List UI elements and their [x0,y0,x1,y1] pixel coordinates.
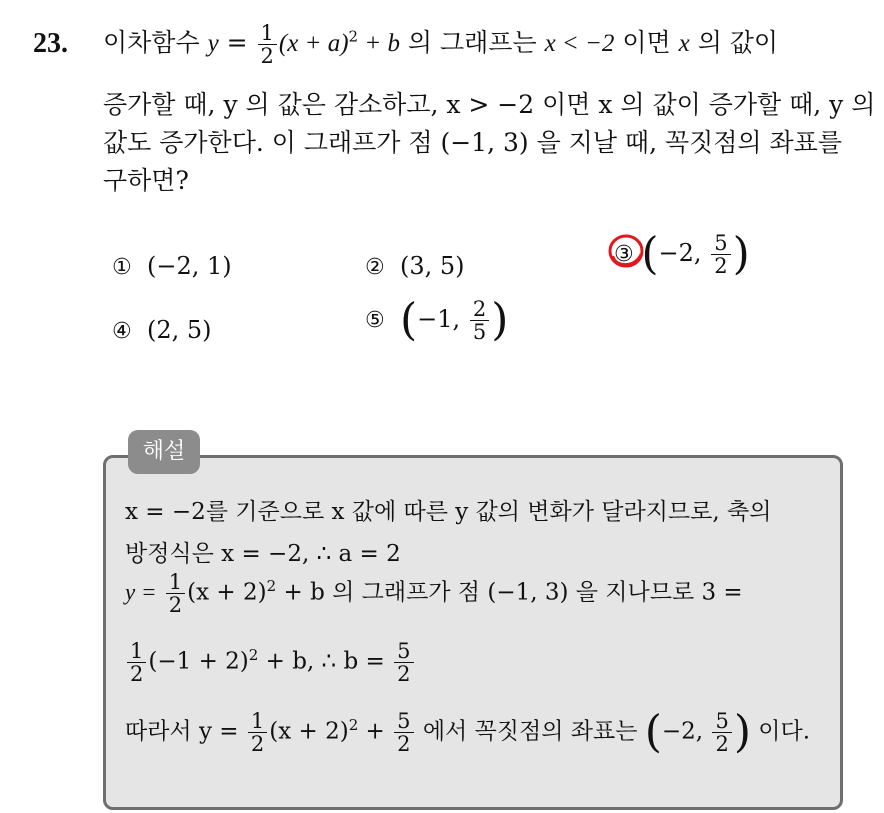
sol5-b: (x + 2) [269,718,349,745]
choice-5-pre: −1, [417,305,461,334]
sol4-num-a: 1 [127,640,146,663]
line1-last: 의 값이 [697,28,779,58]
solution-line-3 [125,571,743,616]
sol4-exp: 2 [248,645,259,664]
sol5-fraction-a [248,710,267,755]
question-number: 23. [33,28,68,59]
choice-1-text: (−2, 1) [147,252,232,280]
sol5-fraction-b [394,710,413,755]
choice-4[interactable] [112,316,212,344]
fraction-denominator: 2 [260,44,274,69]
solution-line-4 [125,640,416,685]
sol4-num-b: 5 [394,640,413,663]
sol5-den-c: 2 [715,732,729,757]
sol3-fraction [166,571,185,616]
choice-4-text: (2, 5) [147,316,212,344]
question-line-1 [103,22,778,67]
sol4-fraction-a [127,640,146,685]
sol5-d: 에서 꼭짓점의 좌표는 [422,718,638,745]
sol5-num-a: 1 [248,710,267,733]
sol5-den-b: 2 [397,732,411,757]
choice-3-pre: −2, [658,239,702,268]
sol5-a: 따라서 y = [125,718,239,745]
sol4-c: + b, ∴ b = [258,648,385,675]
line1-rest: 의 그래프는 [407,28,537,58]
choice-2-mark: ② [365,255,385,280]
choice-3-den: 2 [714,254,728,279]
y-variable: y [207,30,219,58]
exponent: 2 [348,27,359,46]
choice-1-mark: ① [112,255,132,280]
choice-1[interactable] [112,252,232,280]
sol4-b: (−1 + 2) [148,648,249,675]
choice-2-text: (3, 5) [400,252,465,280]
fraction-one-half [258,22,277,67]
sol5-exp: 2 [348,715,359,734]
choice-3-fraction [711,232,730,277]
choice-5-den: 5 [472,320,487,345]
choice-5-fraction [470,298,489,343]
choice-3-mark-wrap [614,239,634,267]
line1-end: 이면 [622,28,671,58]
choice-3[interactable]: ③ (−2, $\frac{5}{2}$ ) [614,232,750,277]
choice-3-num: 5 [711,232,730,255]
question-line-4: 구하면? [103,166,189,195]
line1-x: x [678,30,690,58]
sol5-end: 이다. [758,718,811,745]
sol3-den: 2 [168,593,183,618]
solution-line-1: x = −2를 기준으로 x 값에 따른 y 값의 변화가 달라지므로, 축의 [125,499,772,525]
function-tail-b: + b [358,30,400,58]
sol4-den-b: 2 [397,662,411,687]
choice-2[interactable] [365,252,465,280]
sol5-den-a: 2 [250,732,265,757]
condition-1: x < −2 [544,30,615,58]
sol3-a: y = [125,579,157,605]
sol5-num-c: 5 [712,710,731,733]
function-tail: (x + a) [278,30,349,58]
question-line-3: 값도 증가한다. 이 그래프가 점 (−1, 3) 을 지날 때, 꼭짓점의 좌표를 [103,128,842,157]
sol5-pre: −2, [661,718,704,745]
selected-answer-circle-icon [605,230,647,272]
choice-5[interactable]: ⑤ (−1, $\frac{2}{5}$ ) [365,294,509,346]
sol4-den-a: 2 [130,662,144,687]
sol3-c: + b 의 그래프가 점 (−1, 3) 을 지나므로 3 = [276,579,743,606]
sol4-fraction-b [394,640,413,685]
solution-tab: 해설 [128,430,200,474]
choice-3-mark: ③ [614,242,634,268]
question-line-2: 증가할 때, y 의 값은 감소하고, x > −2 이면 x 의 값이 증가할 때, y 의 [103,90,876,119]
stem-prefix: 이차함수 [103,28,200,58]
solution-line-5: 따라서 y = $\frac{1}{2}$ $(x + 2)^2$ + $\frac{5}{2}$ 에서 꼭짓점의 좌표는 (−2, $\frac{5}{2}$ ) 이다. [125,706,811,758]
sol5-fraction-c [712,710,731,755]
choice-5-num: 2 [470,298,489,321]
solution-line-2: 방정식은 x = −2, ∴ a = 2 [125,541,401,567]
choice-5-mark: ⑤ [365,308,385,334]
sol5-c: + [358,718,385,745]
sol3-num: 1 [166,571,185,594]
choice-4-mark: ④ [112,319,132,344]
sol3-exp: 2 [266,576,277,595]
fraction-numerator: 1 [258,22,277,45]
sol3-b: (x + 2) [187,579,267,606]
sol5-num-b: 5 [394,710,413,733]
equals-sign: = [226,28,248,58]
